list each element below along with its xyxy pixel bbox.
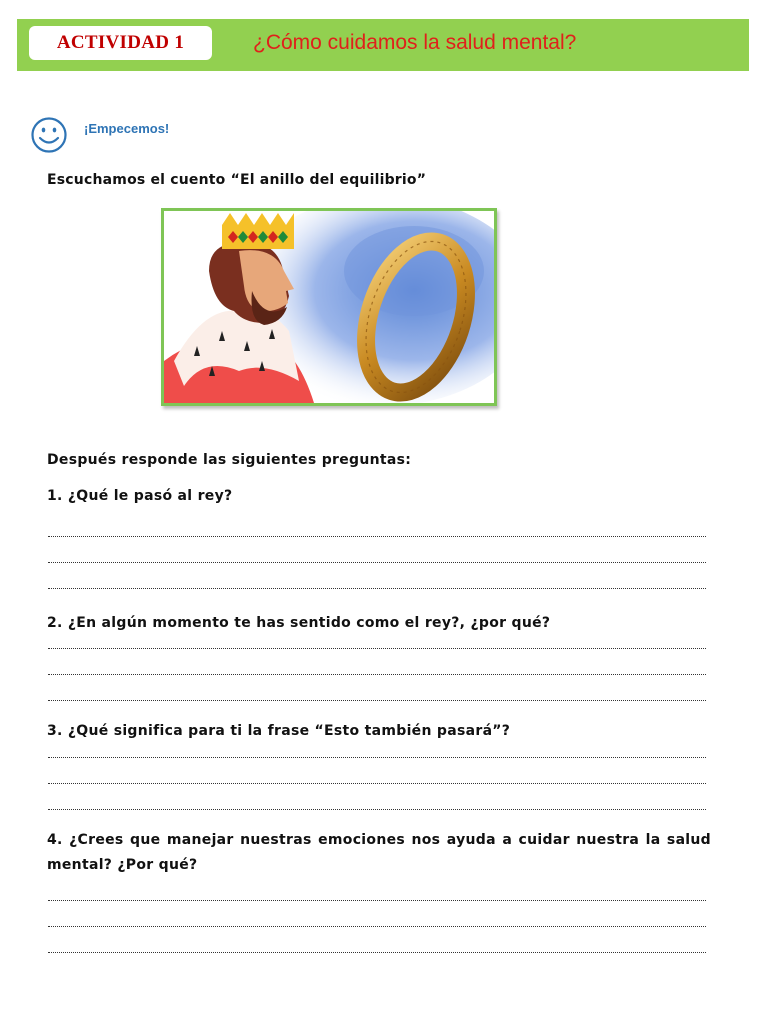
instructions-text: Después responde las siguientes preguntas: (47, 452, 412, 468)
answer-line[interactable] (48, 809, 706, 810)
section-start-label: ¡Empecemos! (84, 121, 170, 136)
answer-line[interactable] (48, 648, 706, 649)
question-2: 2. ¿En algún momento te has sentido como el rey?, ¿por qué? (47, 615, 551, 631)
answer-line[interactable] (48, 757, 706, 758)
question-3: 3. ¿Qué significa para ti la frase “Esto también pasará”? (47, 723, 511, 739)
activity-label: ACTIVIDAD 1 (56, 32, 185, 53)
answer-line[interactable] (48, 674, 706, 675)
answer-line[interactable] (48, 588, 706, 589)
answer-line[interactable] (48, 783, 706, 784)
smiley-face-icon (30, 116, 68, 154)
intro-text: Escuchamos el cuento “El anillo del equilibrio” (47, 172, 427, 188)
header-banner (17, 19, 749, 71)
answer-line[interactable] (48, 700, 706, 701)
answer-line[interactable] (48, 952, 706, 953)
answer-line[interactable] (48, 536, 706, 537)
question-1: 1. ¿Qué le pasó al rey? (47, 488, 233, 504)
answer-line[interactable] (48, 926, 706, 927)
answer-line[interactable] (48, 562, 706, 563)
activity-badge (29, 26, 212, 60)
king-ring-illustration (161, 208, 497, 406)
page-title: ¿Cómo cuidamos la salud mental? (253, 31, 577, 54)
question-4: 4. ¿Crees que manejar nuestras emociones nos ayuda a cuidar nuestra la salud mental? ¿Por qué? (47, 832, 711, 873)
answer-line[interactable] (48, 900, 706, 901)
